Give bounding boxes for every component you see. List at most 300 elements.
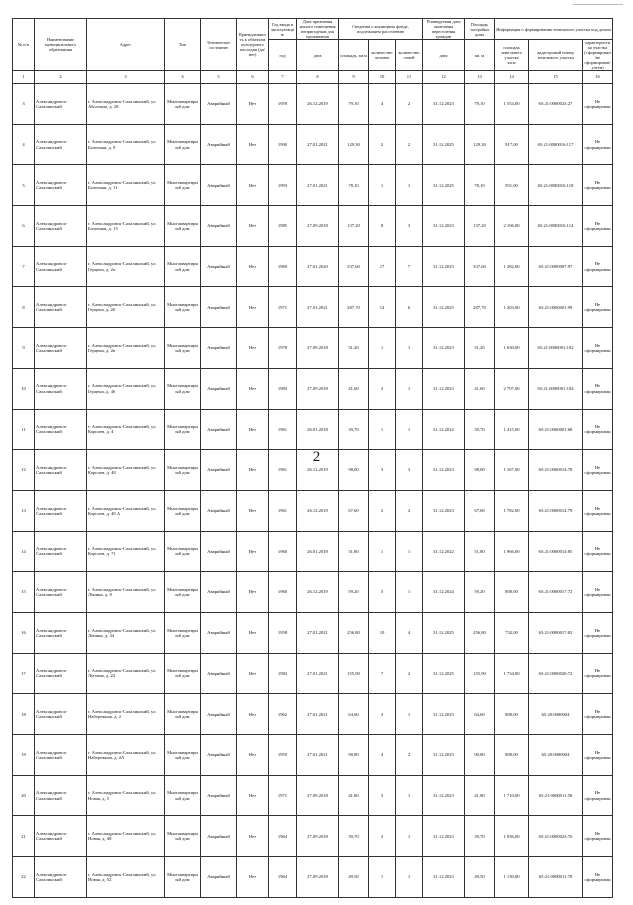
cell-land-area: 1 282,00 — [495, 246, 529, 287]
cell-built-area: 41,60 — [465, 368, 495, 409]
cell-built-area: 41,80 — [465, 775, 495, 816]
cell-area: 39,70 — [339, 409, 369, 450]
cell-built-area: 137,20 — [465, 206, 495, 247]
column-number: 8 — [297, 71, 339, 84]
cell-plan-date: 31.12.2025 — [423, 287, 465, 328]
cell-type: Многоквартирный дом — [165, 328, 201, 369]
cell-families: 2 — [396, 735, 423, 776]
table-row — [13, 816, 613, 857]
header-address: Адрес — [87, 19, 165, 71]
cell-tech-state: Аварийный — [201, 206, 237, 247]
column-number: 1 — [13, 71, 35, 84]
cell-area: 39,70 — [339, 816, 369, 857]
cell-built-area: 59,20 — [465, 572, 495, 613]
cell-built-area: 64,60 — [465, 694, 495, 735]
cell-municipality: Александровск-Сахалинский — [35, 246, 87, 287]
cell-year: 1971 — [269, 775, 297, 816]
cell-built-area: 39,70 — [465, 816, 495, 857]
cell-address: г. Александровск-Сахалинский, ул. Балочная, д. 13 — [87, 206, 165, 247]
cell-people: 1 — [369, 165, 396, 206]
cell-address: г. Александровск-Сахалинский, ул. Герцена, д. 2б — [87, 287, 165, 328]
cell-plan-date: 31.12.2025 — [423, 124, 465, 165]
cell-recognition-date: 26.12.2019 — [297, 450, 339, 491]
cell-n: 12 — [13, 450, 35, 491]
cell-area: 41,80 — [339, 775, 369, 816]
cell-tech-state: Аварийный — [201, 612, 237, 653]
cell-tech-state: Аварийный — [201, 857, 237, 898]
cell-status: Не сформирован — [583, 368, 613, 409]
cell-people: 2 — [369, 124, 396, 165]
cell-cultural-heritage: Нет — [237, 816, 269, 857]
cell-people: 14 — [369, 287, 396, 328]
cell-recognition-date: 27.01.2021 — [297, 735, 339, 776]
cell-status: Не сформирован — [583, 84, 613, 125]
cell-area: 155,90 — [339, 653, 369, 694]
cell-cultural-heritage: Нет — [237, 775, 269, 816]
cell-land-area: 1 782,00 — [495, 490, 529, 531]
cell-recognition-date: 27.09.2018 — [297, 775, 339, 816]
cell-address: г. Александровск-Сахалинский, ул. Королев, д. 48 — [87, 450, 165, 491]
cell-address: г. Александровск-Сахалинский, ул. Герцена, д. 2а — [87, 246, 165, 287]
column-number: 14 — [495, 71, 529, 84]
cell-year: 1993 — [269, 165, 297, 206]
cell-n: 15 — [13, 572, 35, 613]
cell-n: 20 — [13, 775, 35, 816]
cell-cadastral: 65:21:0000016:118 — [529, 165, 583, 206]
table-row — [13, 124, 613, 165]
page-number: 2 — [312, 449, 321, 465]
column-number: 16 — [583, 71, 613, 84]
cell-tech-state: Аварийный — [201, 124, 237, 165]
cell-plan-date: 31.12.2025 — [423, 246, 465, 287]
cell-tech-state: Аварийный — [201, 816, 237, 857]
cell-land-area: 2 106,00 — [495, 206, 529, 247]
cell-tech-state: Аварийный — [201, 531, 237, 572]
cell-families: 3 — [396, 450, 423, 491]
cell-people: 17 — [369, 246, 396, 287]
cell-status: Не сформирован — [583, 328, 613, 369]
cell-plan-date: 31.12.2023 — [423, 206, 465, 247]
column-number: 4 — [165, 71, 201, 84]
cell-land-area: 732,00 — [495, 612, 529, 653]
cell-address: г. Александровск-Сахалинский, ул. Королев, д. 71 — [87, 531, 165, 572]
cell-n: 21 — [13, 816, 35, 857]
cell-built-area: 287,70 — [465, 287, 495, 328]
cell-year: 1983 — [269, 653, 297, 694]
cell-type: Многоквартирный дом — [165, 612, 201, 653]
cell-municipality: Александровск-Сахалинский — [35, 612, 87, 653]
cell-cadastral: 65:21:0000016:117 — [529, 124, 583, 165]
cell-families: 2 — [396, 84, 423, 125]
cell-built-area: 90,80 — [465, 735, 495, 776]
header-plan-group: Планируемая дата окончания переселения граждан — [423, 19, 465, 40]
cell-n: 4 — [13, 124, 35, 165]
cell-type: Многоквартирный дом — [165, 287, 201, 328]
cell-plan-date: 31.12.2023 — [423, 328, 465, 369]
cell-municipality: Александровск-Сахалинский — [35, 857, 87, 898]
cell-n: 3 — [13, 84, 35, 125]
cell-built-area: 337,60 — [465, 246, 495, 287]
cell-area: 337,60 — [339, 246, 369, 287]
table-row — [13, 490, 613, 531]
cell-cadastral: 65:21:0000001:68 — [529, 409, 583, 450]
cell-land-area: 951,00 — [495, 165, 529, 206]
cell-municipality: Александровск-Сахалинский — [35, 775, 87, 816]
cell-built-area: 155,90 — [465, 653, 495, 694]
cell-land-area: 917,00 — [495, 124, 529, 165]
column-number: 13 — [465, 71, 495, 84]
cell-tech-state: Аварийный — [201, 653, 237, 694]
cell-plan-date: 31.12.2025 — [423, 612, 465, 653]
cell-year: 1960 — [269, 572, 297, 613]
cell-people: 4 — [369, 84, 396, 125]
cell-recognition-date: 27.01.2021 — [297, 124, 339, 165]
cell-cultural-heritage: Нет — [237, 450, 269, 491]
cell-municipality: Александровск-Сахалинский — [35, 735, 87, 776]
header-year-group: Год ввода в эксплуатацию — [269, 19, 297, 40]
cell-plan-date: 31.12.2025 — [423, 653, 465, 694]
cell-families: 1 — [396, 572, 423, 613]
header-cadastral: кадастровый номер земельного участка — [529, 40, 583, 71]
cell-type: Многоквартирный дом — [165, 165, 201, 206]
cell-cultural-heritage: Нет — [237, 165, 269, 206]
cell-recognition-date: 27.09.2018 — [297, 206, 339, 247]
cell-type: Многоквартирный дом — [165, 816, 201, 857]
header-people: количество человек — [369, 40, 396, 71]
header-municipality: Наименование муниципального образования — [35, 19, 87, 71]
cell-type: Многоквартирный дом — [165, 206, 201, 247]
cell-address: г. Александровск-Сахалинский, ул. Луговая, д. 22 — [87, 653, 165, 694]
cell-status: Не сформирован — [583, 612, 613, 653]
cell-cadastral: 65:21:0000014:78 — [529, 450, 583, 491]
cell-type: Многоквартирный дом — [165, 531, 201, 572]
cell-cultural-heritage: Нет — [237, 246, 269, 287]
cell-status: Не сформирован — [583, 816, 613, 857]
cell-year: 1983 — [269, 368, 297, 409]
cell-cadastral: 65:21:0000023:76 — [529, 816, 583, 857]
table-row — [13, 531, 613, 572]
cell-cultural-heritage: Нет — [237, 409, 269, 450]
cell-people: 3 — [369, 816, 396, 857]
cell-type: Многоквартирный дом — [165, 84, 201, 125]
cell-people: 3 — [369, 368, 396, 409]
cell-address: г. Александровск-Сахалинский, ул. Новая, д. 48 — [87, 816, 165, 857]
cell-year: 1958 — [269, 612, 297, 653]
cell-families: 2 — [396, 653, 423, 694]
cell-type: Многоквартирный дом — [165, 694, 201, 735]
cell-families: 1 — [396, 368, 423, 409]
cell-built-area: 51,80 — [465, 531, 495, 572]
cell-area: 49,50 — [339, 857, 369, 898]
cell-recognition-date: 26.01.2018 — [297, 531, 339, 572]
cell-type: Многоквартирный дом — [165, 572, 201, 613]
cell-municipality: Александровск-Сахалинский — [35, 572, 87, 613]
cell-plan-date: 31.12.2024 — [423, 572, 465, 613]
cell-year: 1964 — [269, 816, 297, 857]
cell-families: 2 — [396, 490, 423, 531]
cell-n: 19 — [13, 735, 35, 776]
cell-address: г. Александровск-Сахалинский, ул. Новая, д. 52 — [87, 857, 165, 898]
cell-n: 5 — [13, 165, 35, 206]
cell-cadastral: 65:21:0000001:104 — [529, 368, 583, 409]
cell-type: Многоквартирный дом — [165, 735, 201, 776]
column-number: 7 — [269, 71, 297, 84]
table-row — [13, 572, 613, 613]
header-year: год — [269, 40, 297, 71]
cell-people: 3 — [369, 450, 396, 491]
cell-people: 7 — [369, 653, 396, 694]
cell-municipality: Александровск-Сахалинский — [35, 287, 87, 328]
cell-area: 78,10 — [339, 165, 369, 206]
cell-plan-date: 31.12.2023 — [423, 368, 465, 409]
cell-status: Не сформирован — [583, 694, 613, 735]
cell-n: 14 — [13, 531, 35, 572]
cell-tech-state: Аварийный — [201, 694, 237, 735]
cell-recognition-date: 26.01.2018 — [297, 409, 339, 450]
cell-municipality: Александровск-Сахалинский — [35, 84, 87, 125]
cell-cultural-heritage: Нет — [237, 857, 269, 898]
cell-area: 51,20 — [339, 328, 369, 369]
cell-built-area: 49,50 — [465, 857, 495, 898]
cell-families: 3 — [396, 206, 423, 247]
cell-n: 7 — [13, 246, 35, 287]
column-number: 2 — [35, 71, 87, 84]
cell-tech-state: Аварийный — [201, 450, 237, 491]
cell-recognition-date: 26.12.2019 — [297, 490, 339, 531]
cell-people: 1 — [369, 328, 396, 369]
cell-year: 1964 — [269, 857, 297, 898]
cell-cadastral: 65:21:0000001:102 — [529, 328, 583, 369]
header-cultural-heritage: Принадлежность к объектам культурного наследия (да/нет) — [237, 19, 269, 71]
cell-families: 1 — [396, 857, 423, 898]
header-land-group: Информация о формировании земельного участка под домом — [495, 19, 613, 40]
cell-status: Не сформирован — [583, 246, 613, 287]
cell-status: Не сформирован — [583, 735, 613, 776]
cell-tech-state: Аварийный — [201, 287, 237, 328]
cell-recognition-date: 26.12.2019 — [297, 84, 339, 125]
table-row — [13, 84, 613, 125]
cell-families: 6 — [396, 287, 423, 328]
table-row — [13, 857, 613, 898]
table-row — [13, 328, 613, 369]
cell-plan-date: 31.12.2022 — [423, 409, 465, 450]
cell-area: 256,80 — [339, 612, 369, 653]
cell-year: 1969 — [269, 246, 297, 287]
cell-land-area: 1 036,00 — [495, 816, 529, 857]
cell-type: Многоквартирный дом — [165, 653, 201, 694]
table-row — [13, 368, 613, 409]
cell-type: Многоквартирный дом — [165, 857, 201, 898]
cell-area: 129,30 — [339, 124, 369, 165]
header-built-area: кв. м — [465, 40, 495, 71]
header-families: количество семей — [396, 40, 423, 71]
cell-families: 1 — [396, 694, 423, 735]
cell-n: 11 — [13, 409, 35, 450]
header-type: Тип — [165, 19, 201, 71]
cell-plan-date: 31.12.2023 — [423, 857, 465, 898]
cell-status: Не сформирован — [583, 165, 613, 206]
cell-address: г. Александровск-Сахалинский, ул. Набережная, д. 2А — [87, 735, 165, 776]
cell-cadastral: 65:20:0000004 — [529, 694, 583, 735]
cell-area: 41,60 — [339, 368, 369, 409]
cell-plan-date: 31.12.2023 — [423, 775, 465, 816]
cell-cadastral: 65:21:0000014:79 — [529, 490, 583, 531]
cell-cadastral: 65:21:0000023:27 — [529, 84, 583, 125]
cell-families: 1 — [396, 328, 423, 369]
cell-cultural-heritage: Нет — [237, 368, 269, 409]
cell-municipality: Александровск-Сахалинский — [35, 531, 87, 572]
scan-edge-mark — [573, 4, 623, 5]
cell-address: г. Александровск-Сахалинский, ул. Балочная, д. 9 — [87, 124, 165, 165]
cell-families: 1 — [396, 409, 423, 450]
cell-address: г. Александровск-Сахалинский, ул. Королев, д. 48 А — [87, 490, 165, 531]
cell-cadastral: 65:21:0000016:114 — [529, 206, 583, 247]
cell-address: г. Александровск-Сахалинский, ул. Набережная, д. 2 — [87, 694, 165, 735]
cell-status: Не сформирован — [583, 409, 613, 450]
cell-land-area: 1 203,00 — [495, 287, 529, 328]
header-recognition-group: Дата признания жилого помещения непригодным для проживания — [297, 19, 339, 40]
cell-families: 1 — [396, 775, 423, 816]
cell-land-area: 2 707,00 — [495, 368, 529, 409]
cell-municipality: Александровск-Сахалинский — [35, 124, 87, 165]
land-area-unit: кв.м — [507, 60, 516, 65]
table-row — [13, 653, 613, 694]
cell-n: 18 — [13, 694, 35, 735]
cell-tech-state: Аварийный — [201, 409, 237, 450]
cell-recognition-date: 27.01.2021 — [297, 287, 339, 328]
cell-built-area: 39,70 — [465, 409, 495, 450]
cell-tech-state: Аварийный — [201, 328, 237, 369]
cell-cadastral: 65:21:0000001:99 — [529, 287, 583, 328]
cell-tech-state: Аварийный — [201, 84, 237, 125]
land-area-label: площадь земельного участка — [500, 45, 523, 60]
cell-municipality: Александровск-Сахалинский — [35, 450, 87, 491]
header-area: площадь, кв.м — [339, 40, 369, 71]
cell-people: 1 — [369, 857, 396, 898]
table-row — [13, 409, 613, 450]
cell-recognition-date: 26.12.2019 — [297, 572, 339, 613]
cell-status: Не сформирован — [583, 531, 613, 572]
cell-year: 1961 — [269, 490, 297, 531]
column-number: 12 — [423, 71, 465, 84]
cell-people: 3 — [369, 775, 396, 816]
cell-address: г. Александровск-Сахалинский, ул. Новая, д. 5 — [87, 775, 165, 816]
cell-families: 4 — [396, 612, 423, 653]
cell-land-area: 1 167,00 — [495, 450, 529, 491]
table-row — [13, 287, 613, 328]
header-tech-state: Техническое состояние — [201, 19, 237, 71]
cell-recognition-date: 27.01.2021 — [297, 653, 339, 694]
cell-people: 4 — [369, 735, 396, 776]
cell-plan-date: 31.12.2023 — [423, 816, 465, 857]
column-number: 9 — [339, 71, 369, 84]
cell-people: 1 — [369, 409, 396, 450]
column-number: 6 — [237, 71, 269, 84]
column-number: 15 — [529, 71, 583, 84]
cell-year: 1990 — [269, 124, 297, 165]
cell-type: Многоквартирный дом — [165, 368, 201, 409]
cell-cultural-heritage: Нет — [237, 206, 269, 247]
cell-cadastral: 65:21:0000007:97 — [529, 246, 583, 287]
cell-built-area: 51,20 — [465, 328, 495, 369]
cell-recognition-date: 27.09.2018 — [297, 328, 339, 369]
cell-status: Не сформирован — [583, 490, 613, 531]
cell-land-area: 1 130,00 — [495, 857, 529, 898]
cell-land-area: 1 966,00 — [495, 531, 529, 572]
cell-cadastral: 65:21:0000014:85 — [529, 531, 583, 572]
cell-n: 16 — [13, 612, 35, 653]
cell-cultural-heritage: Нет — [237, 735, 269, 776]
header-built-area-group: Площадь застройки дома — [465, 19, 495, 40]
cell-tech-state: Аварийный — [201, 368, 237, 409]
cell-n: 22 — [13, 857, 35, 898]
cell-recognition-date: 27.01.2021 — [297, 165, 339, 206]
cell-status: Не сформирован — [583, 572, 613, 613]
cell-area: 79,10 — [339, 84, 369, 125]
cell-families: 1 — [396, 816, 423, 857]
table-row — [13, 612, 613, 653]
cell-tech-state: Аварийный — [201, 165, 237, 206]
cell-built-area: 129,30 — [465, 124, 495, 165]
table-row — [13, 206, 613, 247]
table-row — [13, 735, 613, 776]
cell-cadastral: 65:21:0000017:82 — [529, 612, 583, 653]
cell-built-area: 78,10 — [465, 165, 495, 206]
cell-tech-state: Аварийный — [201, 490, 237, 531]
table-body — [13, 84, 613, 898]
cell-plan-date: 31.12.2023 — [423, 84, 465, 125]
cell-area: 90,80 — [339, 735, 369, 776]
cell-land-area: 1 630,00 — [495, 328, 529, 369]
cell-status: Не сформирован — [583, 450, 613, 491]
cell-cultural-heritage: Нет — [237, 694, 269, 735]
cell-families: 2 — [396, 124, 423, 165]
column-number-row — [13, 71, 613, 84]
cell-type: Многоквартирный дом — [165, 246, 201, 287]
cell-municipality: Александровск-Сахалинский — [35, 490, 87, 531]
cell-land-area: 1 710,00 — [495, 775, 529, 816]
cell-recognition-date: 27.01.2021 — [297, 612, 339, 653]
cell-area: 51,80 — [339, 531, 369, 572]
cell-people: 1 — [369, 531, 396, 572]
cell-people: 3 — [369, 694, 396, 735]
cell-people: 5 — [369, 572, 396, 613]
header-recognition-date: дата — [297, 40, 339, 71]
cell-area: 64,60 — [339, 694, 369, 735]
cell-plan-date: 31.12.2022 — [423, 531, 465, 572]
cell-municipality: Александровск-Сахалинский — [35, 694, 87, 735]
cell-plan-date: 31.12.2025 — [423, 165, 465, 206]
cell-built-area: 256,80 — [465, 612, 495, 653]
column-number: 5 — [201, 71, 237, 84]
cell-status: Не сформирован — [583, 287, 613, 328]
cell-n: 13 — [13, 490, 35, 531]
cell-status: Не сформирован — [583, 857, 613, 898]
cell-type: Многоквартирный дом — [165, 775, 201, 816]
cell-people: 2 — [369, 490, 396, 531]
cell-people: 8 — [369, 206, 396, 247]
cell-cultural-heritage: Нет — [237, 612, 269, 653]
header-n: № п/п — [13, 19, 35, 71]
cell-built-area: 67,60 — [465, 490, 495, 531]
cell-year: 1959 — [269, 735, 297, 776]
cell-area: 59,20 — [339, 572, 369, 613]
cell-year: 1959 — [269, 84, 297, 125]
cell-cultural-heritage: Нет — [237, 531, 269, 572]
cell-year: 1961 — [269, 409, 297, 450]
cell-status: Не сформирован — [583, 775, 613, 816]
column-number: 11 — [396, 71, 423, 84]
